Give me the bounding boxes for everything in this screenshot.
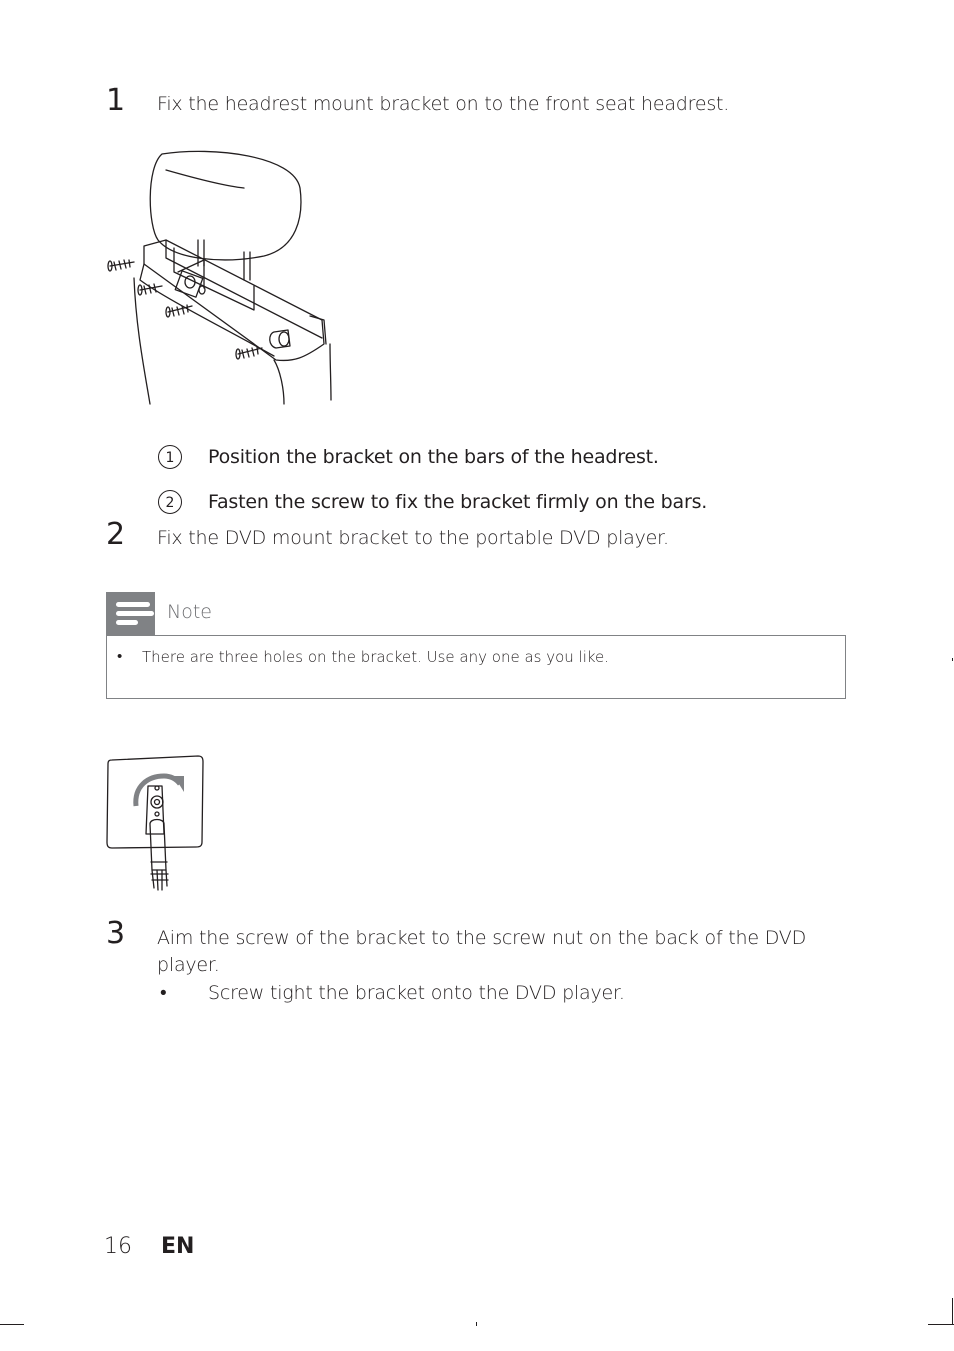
note-bullet: • — [117, 647, 123, 665]
note-lines-icon — [106, 592, 155, 636]
crop-mark — [952, 1298, 953, 1324]
step-1-text: Fix the headrest mount bracket on to the front seat headrest. — [157, 93, 730, 115]
step-2-number: 2 — [106, 517, 126, 552]
step-2-text: Fix the DVD mount bracket to the portable DVD player. — [157, 527, 669, 549]
crop-mark — [476, 1322, 477, 1326]
step-1-number: 1 — [106, 83, 126, 118]
note-title: Note — [167, 601, 212, 623]
page-number: 16 — [104, 1234, 132, 1259]
substep-1-text: Position the bracket on the bars of the headrest. — [208, 446, 659, 468]
crop-mark — [952, 658, 953, 661]
substep-2-number: 2 — [158, 490, 182, 514]
step-3-number: 3 — [106, 916, 126, 951]
note-box — [106, 636, 846, 699]
substep-2-text: Fasten the screw to fix the bracket firmly on the bars. — [208, 491, 708, 513]
crop-mark — [928, 1324, 954, 1325]
dvd-bracket-illustration — [104, 752, 208, 896]
headrest-bracket-illustration — [104, 148, 334, 406]
crop-mark — [0, 1324, 24, 1325]
note-item: There are three holes on the bracket. Use any one as you like. — [142, 648, 610, 666]
language-code: EN — [161, 1234, 195, 1259]
step-3-text: Aim the screw of the bracket to the screw nut on the back of the DVD player. — [157, 927, 807, 976]
substep-1-number: 1 — [158, 445, 182, 469]
step-3-bullet-text: Screw tight the bracket onto the DVD player. — [208, 982, 625, 1004]
step-3-bullet: • — [160, 982, 167, 1004]
